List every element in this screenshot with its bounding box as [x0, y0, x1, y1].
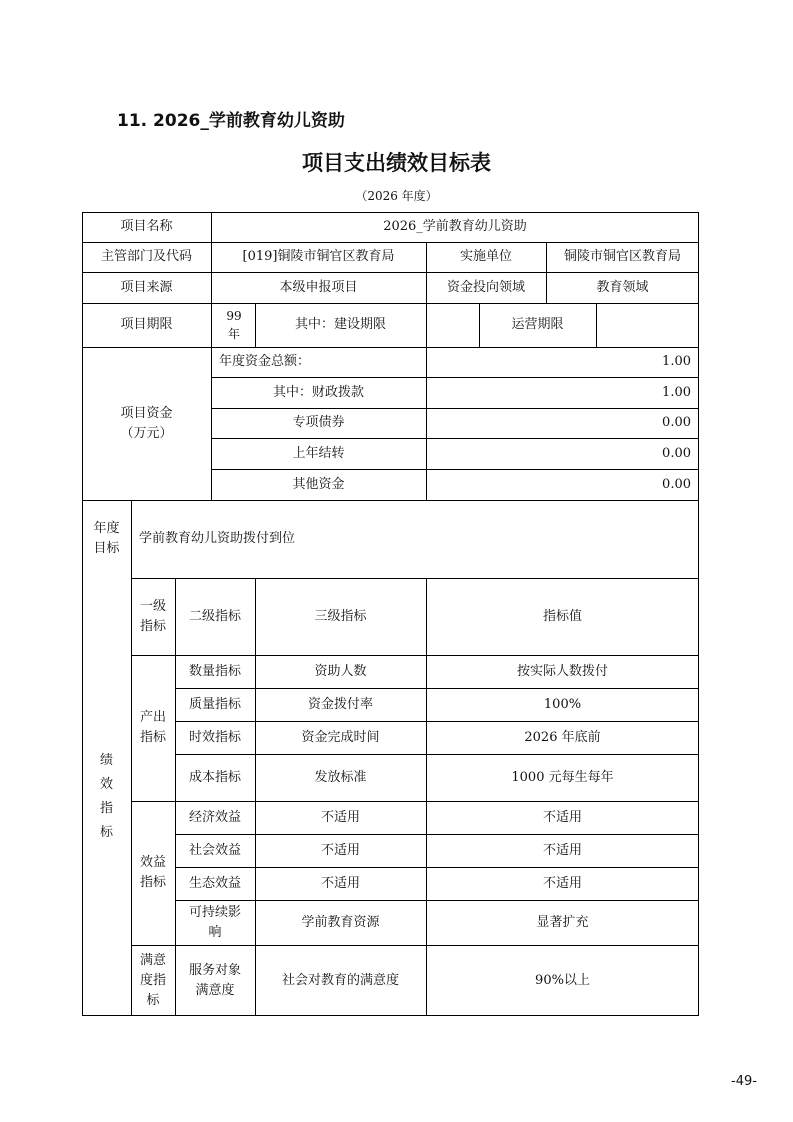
funds-other-value: 0.00 — [662, 476, 691, 492]
op-period-value — [596, 303, 699, 347]
funds-fiscal-label: 其中：财政拨款 — [272, 384, 364, 400]
section-title: 11. 2026_学前教育幼儿资助 — [117, 111, 345, 131]
table-row-l3: 资金完成时间 — [301, 729, 380, 745]
funds-bond-value: 0.00 — [662, 415, 691, 430]
year-subtitle: （2026 年度） — [355, 189, 438, 203]
header-l3: 三级指标 — [314, 608, 367, 624]
table-row-value: 不适用 — [542, 809, 582, 825]
source-value: 本级申报项目 — [279, 279, 358, 295]
funds-total-label: 年度资金总额： — [219, 354, 311, 369]
project-name-label: 项目名称 — [120, 219, 173, 234]
table-row-l3: 资金拨付率 — [307, 696, 373, 712]
table-row-value: 90%以上 — [535, 972, 590, 988]
funds-fiscal-value: 1.00 — [662, 384, 691, 400]
dept-value: [019]铜陵市铜官区教育局 — [242, 249, 395, 264]
table-row-l2: 可持续影响 — [188, 904, 241, 940]
table-row-value: 不适用 — [542, 875, 582, 891]
table-row-value: 显著扩充 — [536, 914, 589, 930]
op-period-label: 运营期限 — [511, 317, 564, 332]
table-row-l2: 成本指标 — [188, 769, 241, 785]
header-l2: 二级指标 — [188, 608, 241, 624]
table-row-l2: 生态效益 — [188, 875, 241, 891]
table-row-l2: 数量指标 — [188, 663, 241, 679]
source-label: 项目来源 — [120, 279, 173, 295]
table-row-l3: 不适用 — [320, 809, 360, 825]
table-row-l3: 不适用 — [320, 842, 360, 858]
funds-label: 项目资金（万元） — [120, 405, 173, 441]
funds-bond-label: 专项债券 — [292, 415, 345, 430]
dept-label: 主管部门及代码 — [100, 249, 192, 264]
satisfaction-group-label: 满意度指标 — [139, 952, 166, 1008]
funds-carryover-label: 上年结转 — [292, 445, 345, 461]
table-row-value: 按实际人数拨付 — [516, 663, 608, 679]
build-period-label: 其中：建设期限 — [294, 317, 386, 332]
field-value: 教育领域 — [596, 279, 649, 295]
funds-total-value: 1.00 — [662, 354, 691, 369]
table-row-value: 1000 元每生每年 — [511, 769, 614, 785]
impl-label: 实施单位 — [459, 249, 512, 264]
table-row-l2: 服务对象满意度 — [188, 962, 241, 998]
funds-other-label: 其他资金 — [292, 476, 345, 492]
page-title: 项目支出绩效目标表 — [302, 151, 491, 175]
impl-value: 铜陵市铜官区教育局 — [563, 249, 681, 264]
funds-carryover-value: 0.00 — [662, 445, 691, 461]
output-group-label: 产出指标 — [140, 710, 167, 745]
annual-goal-label: 年度目标 — [93, 521, 120, 556]
table-row-l3: 学前教育资源 — [301, 914, 380, 930]
table-row-l3: 不适用 — [320, 875, 360, 891]
header-value: 指标值 — [542, 608, 582, 624]
period-value: 99年 — [226, 309, 242, 341]
table-row-value: 不适用 — [542, 842, 582, 858]
header-l1: 一级指标 — [140, 598, 167, 634]
field-label: 资金投向领域 — [446, 279, 525, 295]
table-row-l2: 社会效益 — [188, 842, 241, 858]
table-row-l3: 社会对教育的满意度 — [281, 972, 399, 988]
page-number: -49- — [731, 1074, 757, 1089]
table-row-l3: 发放标准 — [314, 769, 367, 785]
period-label: 项目期限 — [120, 317, 173, 332]
table-row-l2: 时效指标 — [188, 729, 241, 745]
table-row-l2: 质量指标 — [188, 696, 241, 712]
perf-label: 绩效指标 — [99, 753, 113, 840]
annual-goal-value: 学前教育幼儿资助拨付到位 — [139, 531, 296, 546]
table-row-value: 2026 年底前 — [524, 729, 601, 745]
table-row-l3: 资助人数 — [314, 663, 367, 679]
table-row-l2: 经济效益 — [188, 809, 241, 825]
build-period-value — [426, 303, 479, 347]
table-row-value: 100% — [543, 696, 582, 712]
benefit-group-label: 效益指标 — [140, 855, 167, 890]
project-name-value: 2026_学前教育幼儿资助 — [383, 219, 527, 234]
